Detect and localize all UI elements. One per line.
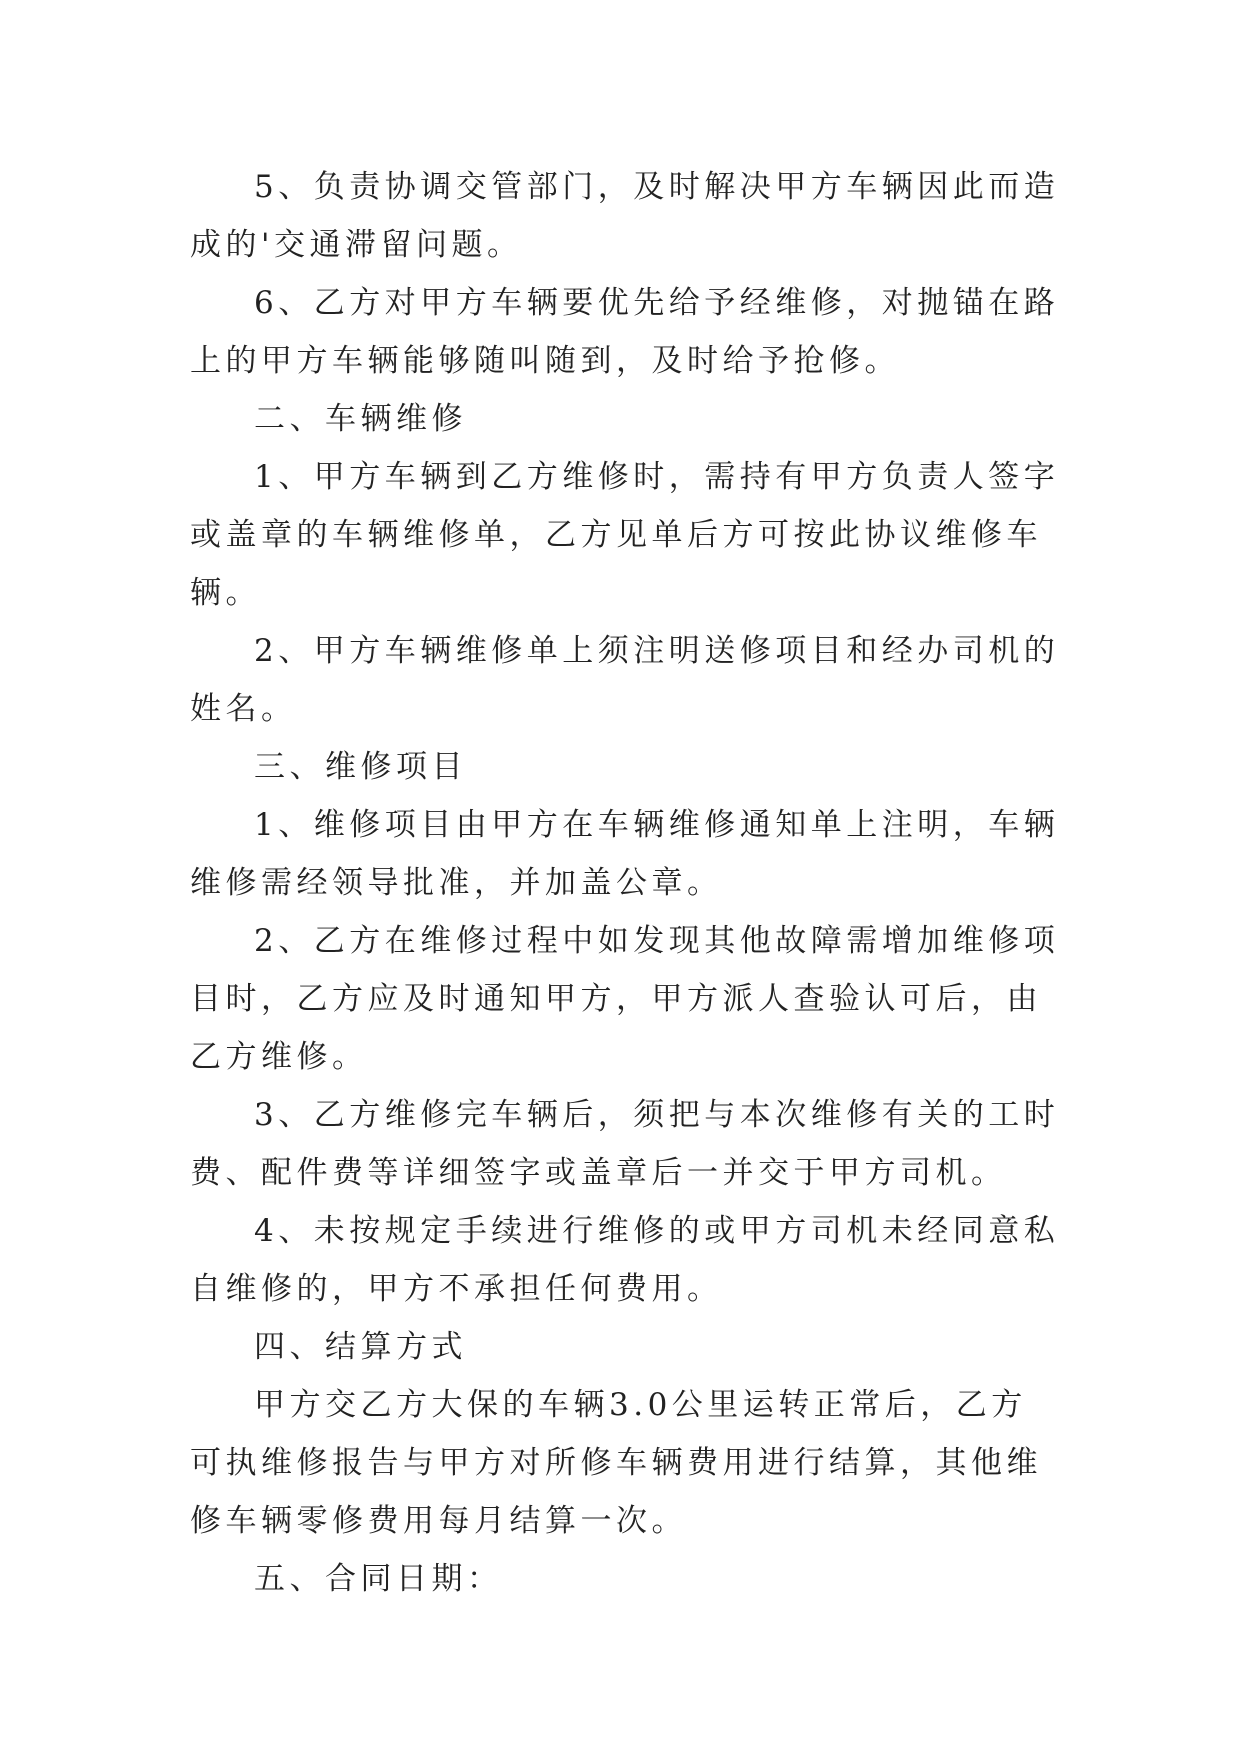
paragraph-items-4: 4、未按规定手续进行维修的或甲方司机未经同意私自维修的，甲方不承担任何费用。	[190, 1213, 1060, 1307]
paragraph-repair-2: 2、甲方车辆维修单上须注明送修项目和经办司机的姓名。	[190, 633, 1060, 727]
paragraph-items-3: 3、乙方维修完车辆后，须把与本次维修有关的工时费、配件费等详细签字或盖章后一并交于甲方司机。	[190, 1097, 1060, 1191]
paragraph-clause-5: 5、负责协调交管部门，及时解决甲方车辆因此而造成的'交通滞留问题。	[190, 169, 1060, 263]
section-heading-vehicle-repair: 二、车辆维修	[254, 401, 467, 437]
paragraph-settlement: 甲方交乙方大保的车辆3.0公里运转正常后，乙方可执维修报告与甲方对所修车辆费用进行结算，其他维修车辆零修费用每月结算一次。	[190, 1387, 1042, 1539]
paragraph-clause-6: 6、乙方对甲方车辆要优先给予经维修，对抛锚在路上的甲方车辆能够随叫随到，及时给予抢修。	[190, 285, 1060, 379]
paragraph-items-1: 1、维修项目由甲方在车辆维修通知单上注明，车辆维修需经领导批准，并加盖公章。	[190, 807, 1060, 901]
section-heading-repair-items: 三、维修项目	[254, 749, 467, 785]
section-heading-settlement: 四、结算方式	[254, 1329, 467, 1365]
paragraph-repair-1: 1、甲方车辆到乙方维修时，需持有甲方负责人签字或盖章的车辆维修单，乙方见单后方可按此协议维修车辆。	[190, 459, 1060, 611]
paragraph-items-2: 2、乙方在维修过程中如发现其他故障需增加维修项目时，乙方应及时通知甲方，甲方派人查验认可后，由乙方维修。	[190, 923, 1060, 1075]
document-body	[190, 158, 1060, 1608]
section-heading-contract-date: 五、合同日期：	[254, 1561, 503, 1597]
